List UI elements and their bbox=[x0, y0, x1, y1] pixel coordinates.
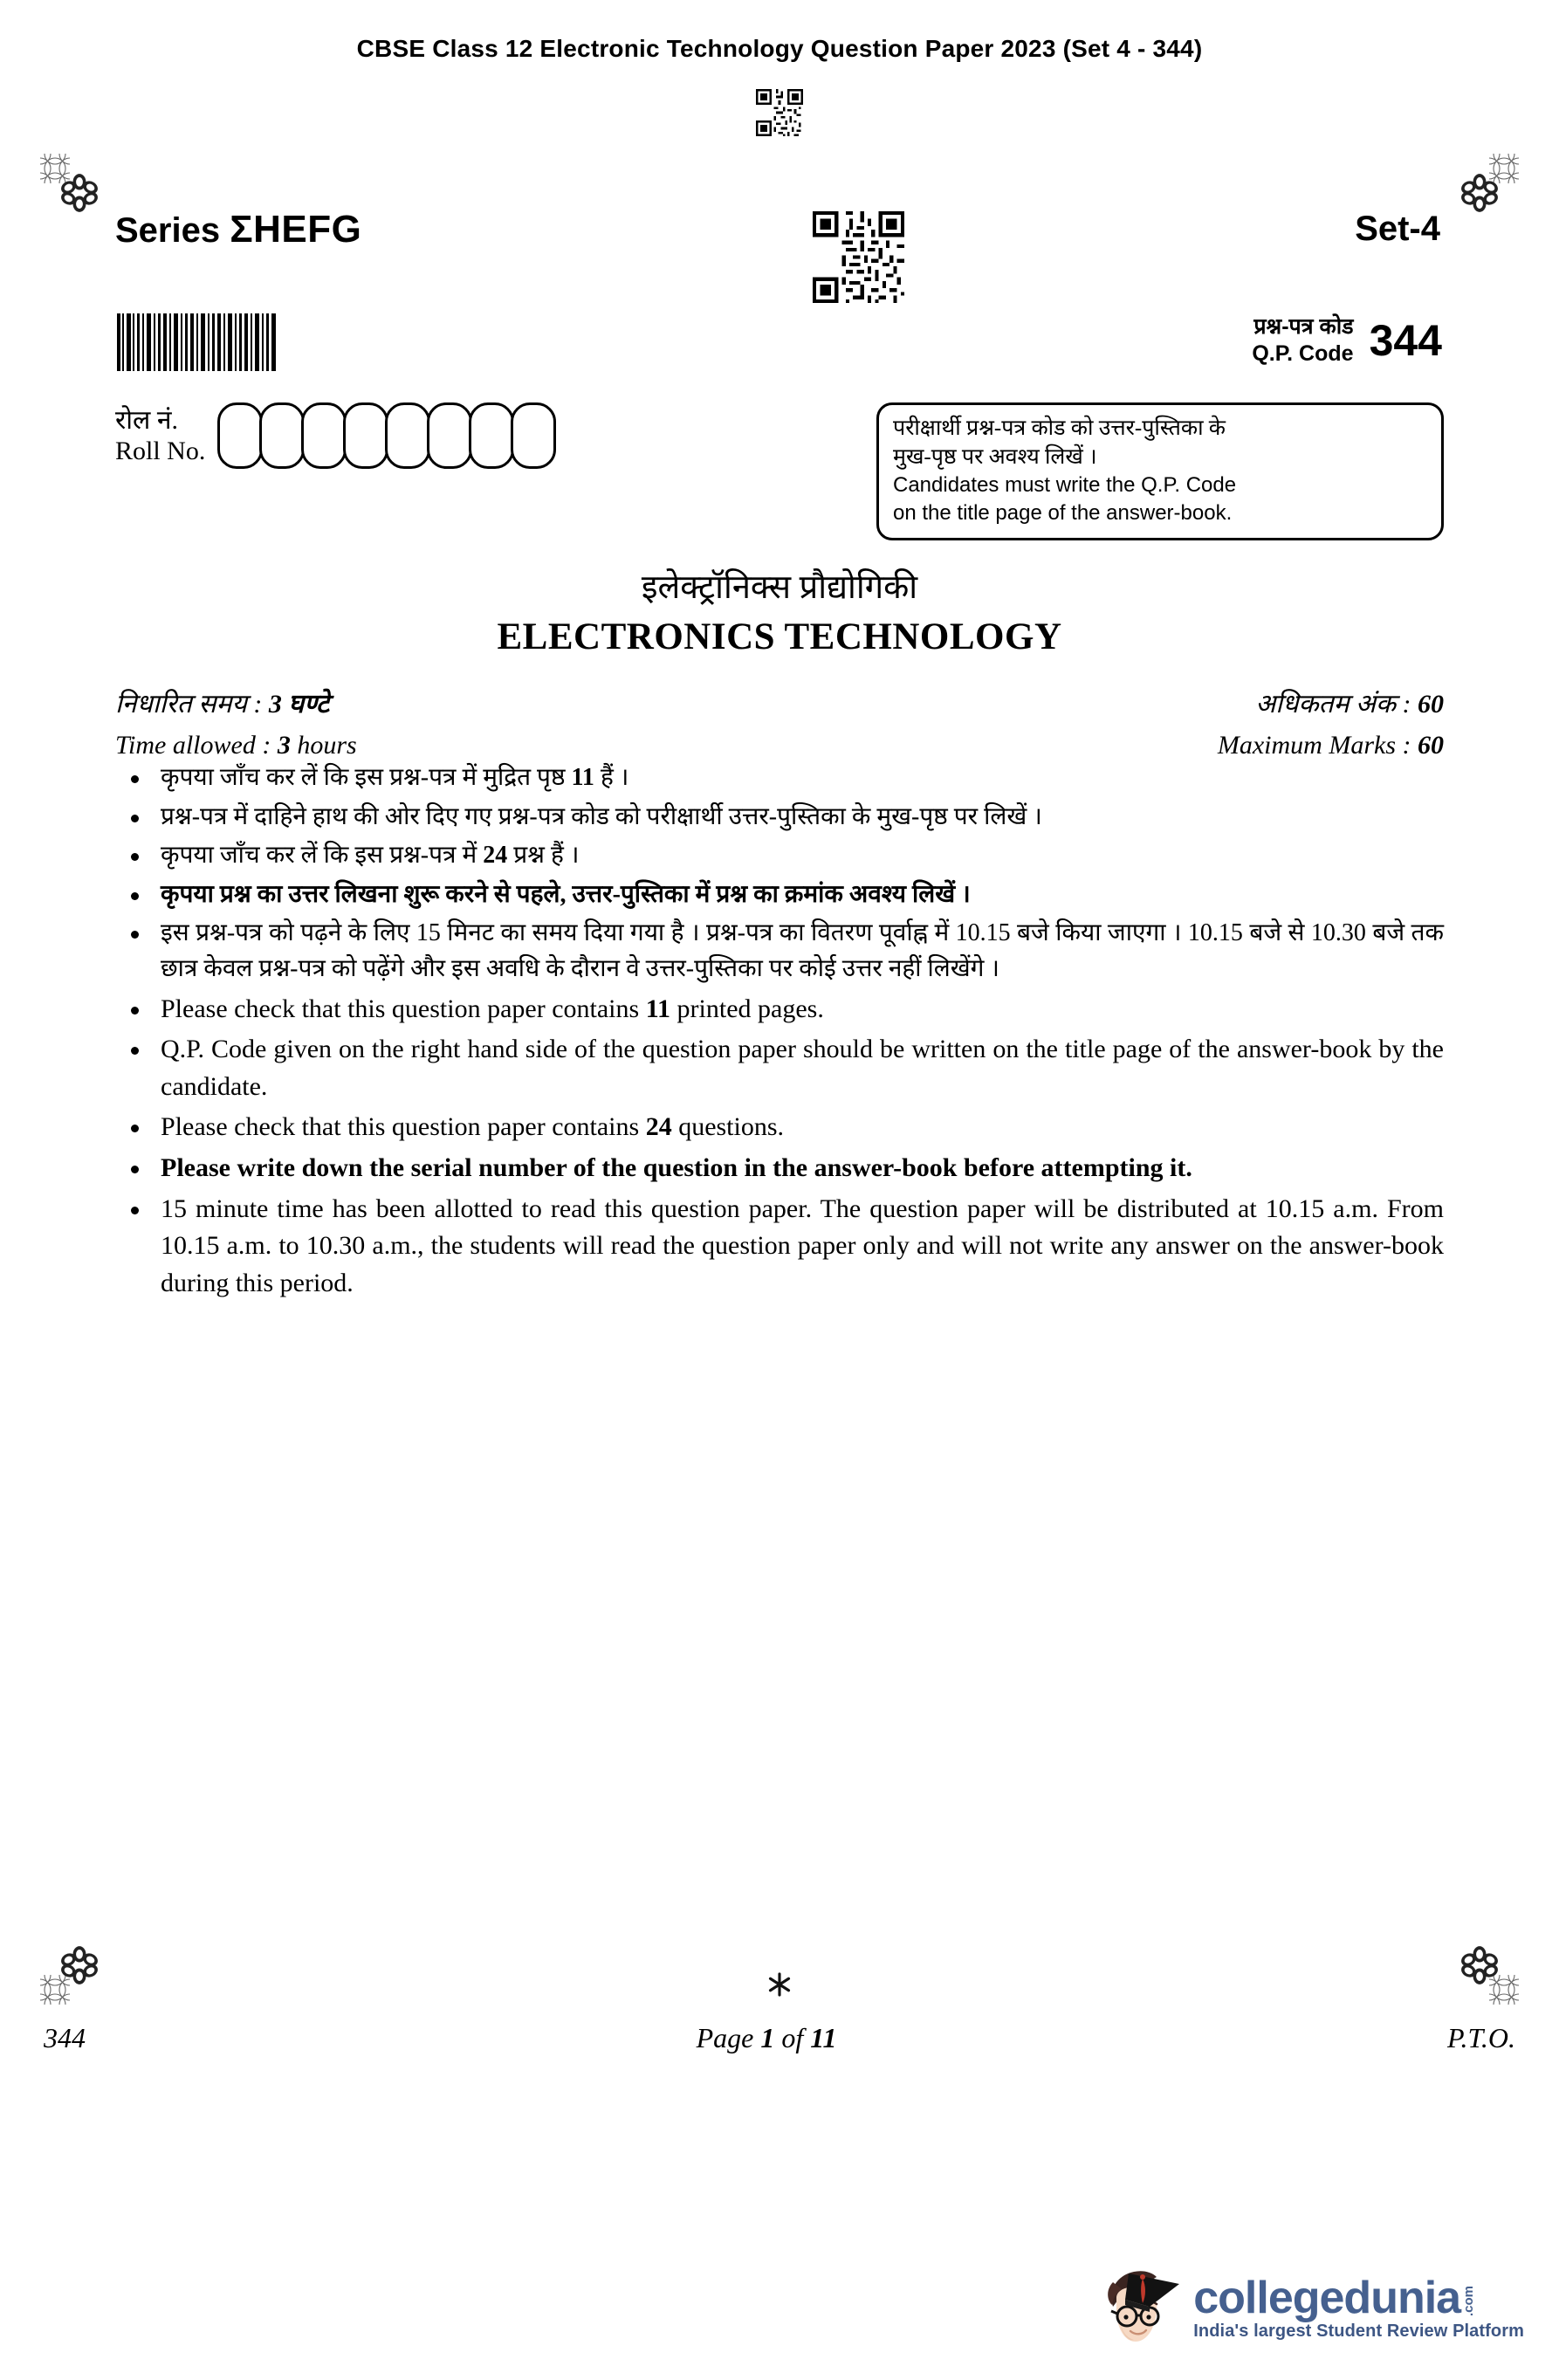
footer-page-indicator bbox=[697, 2022, 837, 2054]
roll-no-cell[interactable] bbox=[259, 402, 305, 469]
qp-code-value: 344 bbox=[1369, 316, 1442, 366]
time-allowed-english bbox=[115, 731, 357, 760]
instruction-text-bold: 11 bbox=[645, 994, 671, 1023]
top-qr-container bbox=[0, 89, 1559, 138]
maximum-marks-hindi-value: 60 bbox=[1418, 690, 1444, 719]
instruction-text-bold: 24 bbox=[645, 1112, 672, 1142]
time-allowed-english-label: Time allowed : bbox=[115, 731, 271, 760]
footer bbox=[44, 2022, 1515, 2054]
series-block bbox=[115, 210, 361, 250]
roll-no-cell[interactable] bbox=[217, 402, 263, 469]
roll-no-cell[interactable] bbox=[301, 402, 347, 469]
instruction-text-bold: कृपया प्रश्न का उत्तर लिखना शुरू करने से पहले, उत्तर-पुस्तिका में प्रश्न का क्रमांक अवश्य लिखें । bbox=[161, 880, 971, 908]
roll-no-cell[interactable] bbox=[469, 402, 514, 469]
series-label: Series bbox=[115, 211, 221, 250]
footer-page-total: 11 bbox=[810, 2022, 837, 2053]
time-allowed-english-unit: hours bbox=[297, 731, 357, 760]
logo-domain: .com bbox=[1461, 2286, 1477, 2317]
instruction-item bbox=[115, 1150, 1444, 1187]
instruction-text: इस प्रश्न-पत्र को पढ़ने के लिए 15 मिनट का समय दिया गया है । प्रश्न-पत्र का वितरण पूर्वाह्न में 10.15 बजे किया जाएगा । 10.15 बजे से 10.30 बजे तक छात्र केवल प्रश्न-पत्र को पढ़ेंगे और इस अवधि के दौरान वे उत्तर-पुस्तिका पर कोई उत्तर नहीं लिखेंगे । bbox=[161, 919, 1444, 983]
roll-no-cell[interactable] bbox=[343, 402, 388, 469]
instruction-text-bold: Please write down the serial number of the question in the answer-book before attempting it. bbox=[161, 1153, 1192, 1183]
roll-no-label-hindi: रोल नं. bbox=[115, 405, 179, 435]
time-allowed-hindi-value: 3 घण्टे bbox=[268, 690, 330, 719]
subject-title-hindi: इलेक्ट्रॉनिक्स प्रौद्योगिकी bbox=[641, 569, 918, 607]
footer-page-of: of bbox=[781, 2022, 804, 2053]
set-label: Set-4 bbox=[1355, 210, 1440, 248]
roll-no-input[interactable] bbox=[217, 402, 556, 469]
barcode-icon bbox=[115, 313, 279, 371]
instruction-text: printed pages. bbox=[670, 994, 824, 1023]
instruction-item bbox=[115, 800, 1444, 836]
instruction-item bbox=[115, 991, 1444, 1028]
exam-sheet-container bbox=[40, 154, 1519, 2005]
series-row bbox=[115, 210, 1444, 303]
footer-page-number: 1 bbox=[760, 2022, 775, 2053]
maximum-marks-hindi bbox=[1255, 684, 1444, 720]
roll-no-row bbox=[115, 402, 1444, 540]
instruction-item bbox=[115, 1031, 1444, 1105]
qp-code-label-english: Q.P. Code bbox=[1252, 341, 1354, 367]
small-qr-code-icon bbox=[756, 89, 803, 136]
instruction-item bbox=[115, 1191, 1444, 1303]
instruction-text: प्रश्न-पत्र में दाहिने हाथ की ओर दिए गए प्रश्न-पत्र कोड को परीक्षार्थी उत्तर-पुस्तिका के मुख-पृष्ठ पर लिखें । bbox=[161, 802, 1042, 830]
candidate-instruction-box bbox=[876, 402, 1444, 540]
roll-no-block bbox=[115, 402, 556, 469]
instruction-text-bold: 11 bbox=[571, 764, 594, 792]
instruction-item bbox=[115, 916, 1444, 987]
instruction-text: कृपया जाँच कर लें कि इस प्रश्न-पत्र में bbox=[161, 842, 484, 870]
instruction-text: कृपया जाँच कर लें कि इस प्रश्न-पत्र में मुद्रित पृष्ठ bbox=[161, 764, 572, 792]
maximum-marks-hindi-label: अधिकतम अंक : bbox=[1255, 690, 1411, 719]
footer-pto: P.T.O. bbox=[1447, 2022, 1515, 2053]
page-title: CBSE Class 12 Electronic Technology Question Paper 2023 (Set 4 - 344) bbox=[356, 35, 1203, 62]
candidate-note-english-line2: on the title page of the answer-book. bbox=[893, 501, 1233, 526]
instructions-list-hindi bbox=[115, 760, 1444, 987]
time-allowed-hindi-label: निधारित समय : bbox=[115, 690, 263, 719]
candidate-note-hindi-line1: परीक्षार्थी प्रश्न-पत्र कोड को उत्तर-पुस्तिका के bbox=[893, 416, 1226, 440]
time-allowed-english-value: 3 bbox=[277, 731, 291, 760]
roll-no-cell[interactable] bbox=[427, 402, 472, 469]
collegedunia-wordmark bbox=[1193, 2272, 1524, 2342]
maximum-marks-english-value: 60 bbox=[1418, 731, 1444, 760]
instruction-text: Please check that this question paper contains bbox=[161, 1112, 646, 1142]
instruction-text: प्रश्न हैं । bbox=[507, 842, 580, 870]
maximum-marks-english-label: Maximum Marks : bbox=[1217, 731, 1411, 760]
time-allowed-hindi bbox=[115, 684, 329, 720]
series-code: ΣHEFG bbox=[230, 208, 362, 251]
instruction-text: Q.P. Code given on the right hand side of the question paper should be written on the title page of the answer-book by the candidate. bbox=[161, 1035, 1444, 1101]
roll-no-caption bbox=[115, 405, 205, 467]
instruction-text: 15 minute time has been allotted to read this question paper. The question paper will be distributed at 10.15 a.m. From 10.15 a.m. to 10.30 a.m., the students will read the question paper only and will not write any answer on the answer-book during this period. bbox=[161, 1193, 1444, 1297]
main-qr-code-icon bbox=[813, 211, 904, 303]
candidate-note-hindi-line2: मुख-पृष्ठ पर अवश्य लिखें । bbox=[893, 445, 1097, 469]
logo-name: collegedunia bbox=[1193, 2272, 1461, 2323]
roll-no-cell[interactable] bbox=[511, 402, 556, 469]
instruction-text: हैं । bbox=[594, 764, 629, 792]
corner-rosette-icon bbox=[1459, 173, 1500, 213]
exam-sheet bbox=[40, 154, 1519, 2005]
maximum-marks-english bbox=[1218, 731, 1444, 760]
corner-rosette-icon bbox=[59, 1945, 100, 1985]
instruction-text-bold: 24 bbox=[483, 842, 508, 870]
barcode-qpcode-row bbox=[115, 313, 1444, 389]
qp-code-labels bbox=[1252, 313, 1353, 368]
candidate-note-english-line1: Candidates must write the Q.P. Code bbox=[893, 473, 1237, 497]
meta-row-english bbox=[115, 731, 1444, 760]
graduate-student-avatar-icon bbox=[1099, 2261, 1183, 2357]
footer-paper-code: 344 bbox=[44, 2022, 86, 2053]
instruction-item bbox=[115, 877, 1444, 913]
qp-code-label-hindi: प्रश्न-पत्र कोड bbox=[1253, 314, 1354, 339]
qp-code-block bbox=[1252, 313, 1444, 368]
roll-no-cell[interactable] bbox=[385, 402, 430, 469]
corner-rosette-icon bbox=[59, 173, 100, 213]
logo-tagline: India's largest Student Review Platform bbox=[1193, 2322, 1524, 2342]
corner-rosette-icon bbox=[1459, 1945, 1500, 1985]
instructions-list-english bbox=[115, 991, 1444, 1303]
instruction-item bbox=[115, 1109, 1444, 1146]
footer-page-prefix: Page bbox=[696, 2022, 754, 2053]
logo-word-row bbox=[1193, 2272, 1524, 2323]
meta-row-hindi bbox=[115, 684, 1444, 720]
bottom-star-ornament-icon bbox=[766, 1971, 793, 1998]
collegedunia-logo bbox=[1099, 2261, 1524, 2357]
instruction-item bbox=[115, 760, 1444, 796]
instruction-text: questions. bbox=[671, 1112, 785, 1142]
roll-no-label-english: Roll No. bbox=[115, 437, 206, 465]
subject-title-english: ELECTRONICS TECHNOLOGY bbox=[497, 616, 1062, 658]
instruction-item bbox=[115, 838, 1444, 874]
instruction-text: Please check that this question paper contains bbox=[161, 994, 646, 1023]
